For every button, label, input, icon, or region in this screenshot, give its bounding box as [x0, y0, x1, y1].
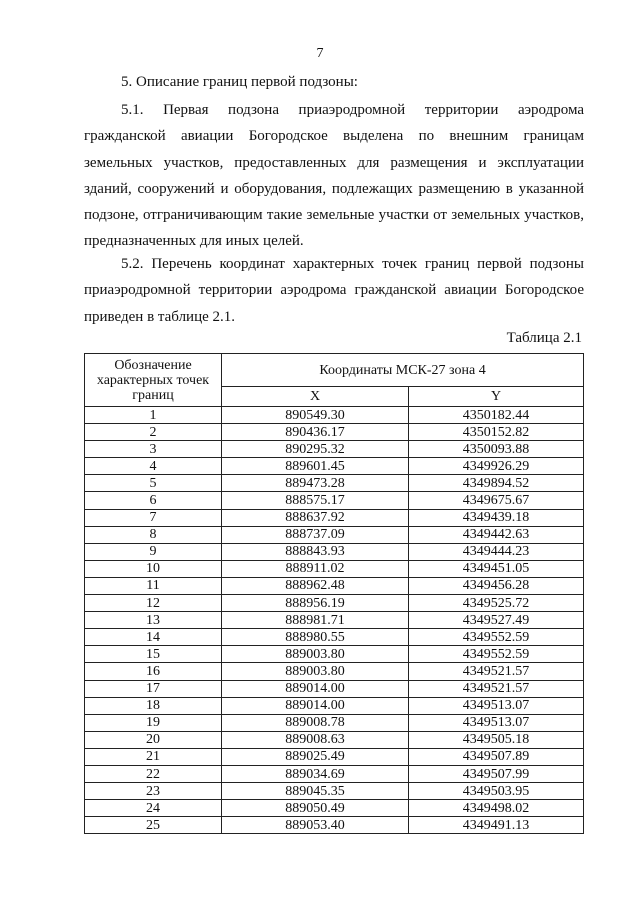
x-coordinate-cell: 888843.93 [222, 543, 409, 560]
table-row [85, 731, 584, 748]
header-coordinates: Координаты МСК-27 зона 4 [222, 354, 584, 387]
x-coordinate-cell: 888575.17 [222, 492, 409, 509]
y-coordinate-cell: 4349507.99 [409, 765, 584, 782]
point-number-cell: 22 [85, 765, 222, 782]
point-number-cell: 1 [85, 407, 222, 424]
y-coordinate-cell: 4349675.67 [409, 492, 584, 509]
y-coordinate-cell: 4349525.72 [409, 595, 584, 612]
table-row [85, 629, 584, 646]
table-row [85, 424, 584, 441]
x-coordinate-cell: 889003.80 [222, 646, 409, 663]
table-row [85, 492, 584, 509]
point-number-cell: 9 [85, 543, 222, 560]
x-coordinate-cell: 888981.71 [222, 612, 409, 629]
point-number-cell: 2 [85, 424, 222, 441]
x-coordinate-cell: 889601.45 [222, 458, 409, 475]
table-row [85, 783, 584, 800]
table-row [85, 646, 584, 663]
table-row [85, 577, 584, 594]
table-row [85, 458, 584, 475]
x-coordinate-cell: 888737.09 [222, 526, 409, 543]
x-coordinate-cell: 889003.80 [222, 663, 409, 680]
point-number-cell: 5 [85, 475, 222, 492]
x-coordinate-cell: 889008.78 [222, 714, 409, 731]
point-number-cell: 10 [85, 560, 222, 577]
x-coordinate-cell: 889014.00 [222, 697, 409, 714]
page-number: 7 [316, 46, 324, 61]
table-row [85, 663, 584, 680]
y-coordinate-cell: 4350152.82 [409, 424, 584, 441]
y-coordinate-cell: 4349513.07 [409, 697, 584, 714]
y-coordinate-cell: 4349451.05 [409, 560, 584, 577]
y-coordinate-cell: 4349442.63 [409, 526, 584, 543]
point-number-cell: 15 [85, 646, 222, 663]
x-coordinate-cell: 888962.48 [222, 577, 409, 594]
y-coordinate-cell: 4350093.88 [409, 441, 584, 458]
table-row [85, 817, 584, 834]
point-number-cell: 7 [85, 509, 222, 526]
y-coordinate-cell: 4349456.28 [409, 577, 584, 594]
x-coordinate-cell: 888637.92 [222, 509, 409, 526]
y-coordinate-cell: 4349552.59 [409, 646, 584, 663]
point-number-cell: 25 [85, 817, 222, 834]
x-coordinate-cell: 889050.49 [222, 800, 409, 817]
y-coordinate-cell: 4349491.13 [409, 817, 584, 834]
y-coordinate-cell: 4349505.18 [409, 731, 584, 748]
table-row [85, 697, 584, 714]
table-row [85, 765, 584, 782]
table-row [85, 543, 584, 560]
x-coordinate-cell: 889053.40 [222, 817, 409, 834]
point-number-cell: 8 [85, 526, 222, 543]
point-number-cell: 18 [85, 697, 222, 714]
y-coordinate-cell: 4349444.23 [409, 543, 584, 560]
x-coordinate-cell: 888980.55 [222, 629, 409, 646]
x-coordinate-cell: 888911.02 [222, 560, 409, 577]
table-row [85, 612, 584, 629]
table-row [85, 509, 584, 526]
point-number-cell: 16 [85, 663, 222, 680]
point-number-cell: 17 [85, 680, 222, 697]
table-row [85, 526, 584, 543]
point-number-cell: 21 [85, 748, 222, 765]
x-coordinate-cell: 890295.32 [222, 441, 409, 458]
y-coordinate-cell: 4349498.02 [409, 800, 584, 817]
point-number-cell: 24 [85, 800, 222, 817]
coordinates-table [84, 353, 584, 834]
point-number-cell: 11 [85, 577, 222, 594]
table-row [85, 595, 584, 612]
table-body [85, 407, 584, 834]
header-y: Y [409, 387, 584, 407]
y-coordinate-cell: 4349503.95 [409, 783, 584, 800]
y-coordinate-cell: 4349926.29 [409, 458, 584, 475]
x-coordinate-cell: 890436.17 [222, 424, 409, 441]
point-number-cell: 23 [85, 783, 222, 800]
y-coordinate-cell: 4349894.52 [409, 475, 584, 492]
y-coordinate-cell: 4349552.59 [409, 629, 584, 646]
table-row [85, 680, 584, 697]
section-heading: 5. Описание границ первой подзоны: [121, 74, 358, 90]
point-number-cell: 3 [85, 441, 222, 458]
y-coordinate-cell: 4350182.44 [409, 407, 584, 424]
y-coordinate-cell: 4349521.57 [409, 680, 584, 697]
table-row [85, 441, 584, 458]
y-coordinate-cell: 4349439.18 [409, 509, 584, 526]
x-coordinate-cell: 889034.69 [222, 765, 409, 782]
paragraph-5-1: 5.1. Первая подзона приаэродромной территории аэродрома гражданской авиации Богородское выделена по внешним границам земельных участков, предоставленных для размещения и эксплуатации зданий, сооружений и оборудования, подлежащих размещению в указанной подзоне, отграничивающим такие земельные участки от земельных участков, предназначенных для иных целей. [84, 102, 584, 250]
point-number-cell: 4 [85, 458, 222, 475]
table-row [85, 407, 584, 424]
point-number-cell: 6 [85, 492, 222, 509]
x-coordinate-cell: 889045.35 [222, 783, 409, 800]
y-coordinate-cell: 4349513.07 [409, 714, 584, 731]
point-number-cell: 12 [85, 595, 222, 612]
table-row [85, 475, 584, 492]
x-coordinate-cell: 889025.49 [222, 748, 409, 765]
point-number-cell: 13 [85, 612, 222, 629]
table-row [85, 560, 584, 577]
y-coordinate-cell: 4349521.57 [409, 663, 584, 680]
x-coordinate-cell: 889014.00 [222, 680, 409, 697]
x-coordinate-cell: 889473.28 [222, 475, 409, 492]
table-caption: Таблица 2.1 [506, 330, 582, 346]
table-row [85, 748, 584, 765]
x-coordinate-cell: 889008.63 [222, 731, 409, 748]
point-number-cell: 19 [85, 714, 222, 731]
y-coordinate-cell: 4349507.89 [409, 748, 584, 765]
header-x: X [222, 387, 409, 407]
y-coordinate-cell: 4349527.49 [409, 612, 584, 629]
x-coordinate-cell: 888956.19 [222, 595, 409, 612]
point-number-cell: 14 [85, 629, 222, 646]
point-number-cell: 20 [85, 731, 222, 748]
x-coordinate-cell: 890549.30 [222, 407, 409, 424]
table-row [85, 800, 584, 817]
paragraph-5-2: 5.2. Перечень координат характерных точек границ первой подзоны приаэродромной территории аэродрома гражданской авиации Богородское приведен в таблице 2.1. [84, 256, 584, 325]
table-row [85, 714, 584, 731]
header-point-label: Обозначение характерных точек границ [85, 354, 222, 407]
